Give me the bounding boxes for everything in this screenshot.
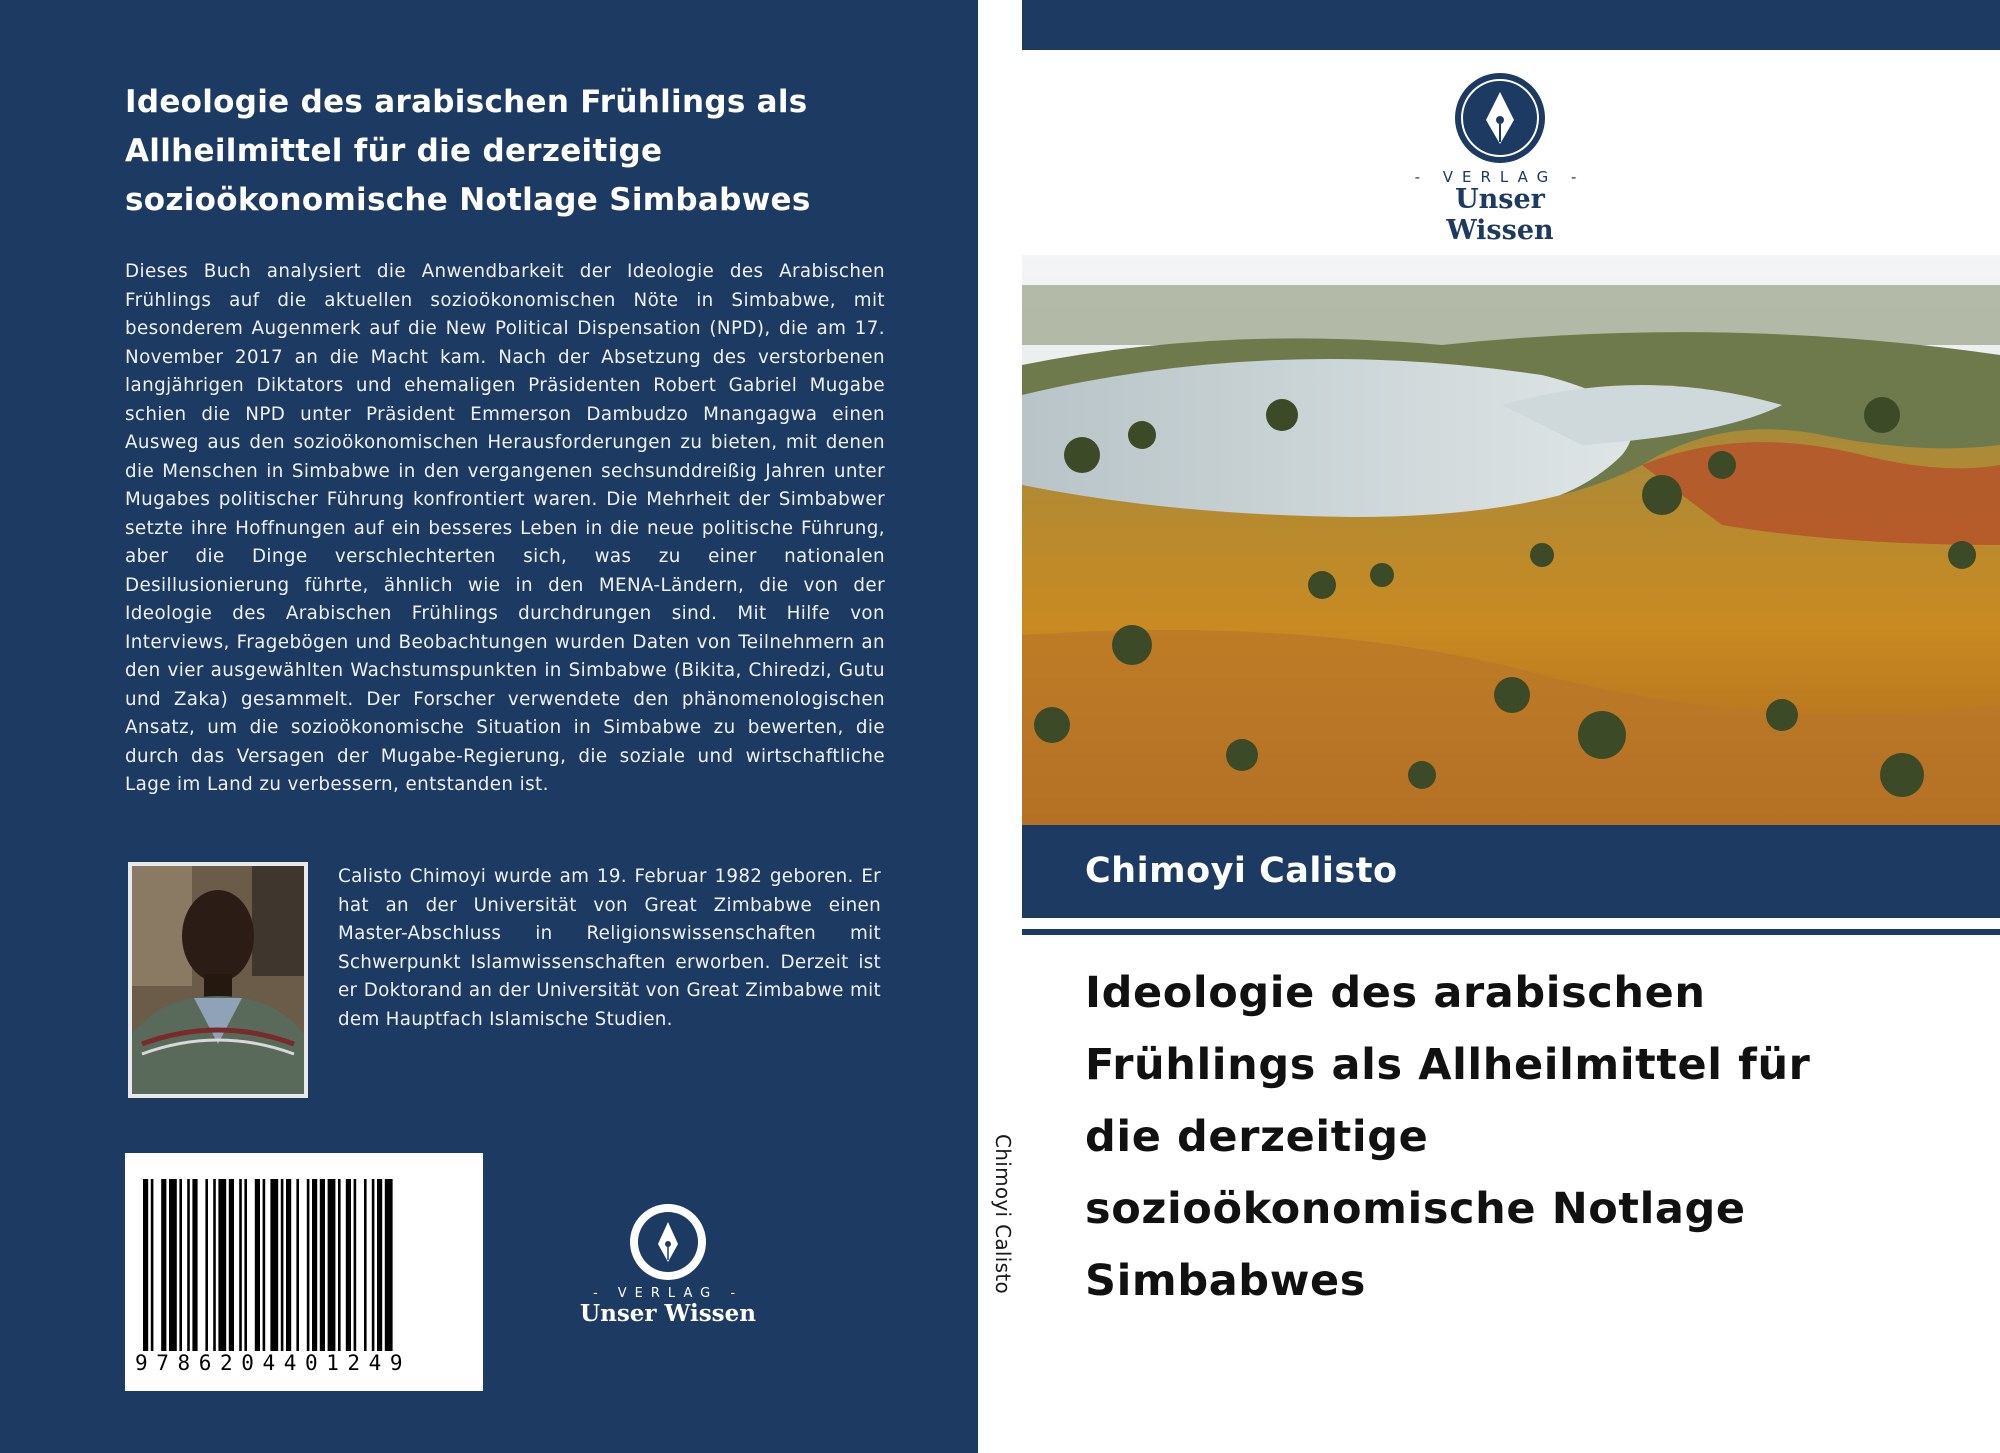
barcode-bar: [187, 1179, 190, 1351]
back-cover-title: Ideologie des arabischen Frühlings als Allheilmittel für die derzeitige sozioökonomische Notlage Simbabwes: [125, 84, 811, 218]
barcode-bar: [161, 1179, 166, 1351]
front-publisher-logo: [1400, 70, 1600, 246]
barcode-icon: [143, 1179, 465, 1351]
front-divider: [1022, 929, 2000, 935]
back-cover: [0, 0, 978, 1453]
spine-author: Chimoyi Calisto: [991, 1134, 1015, 1294]
barcode-bar: [192, 1179, 197, 1351]
back-publisher-logo: [568, 1198, 768, 1328]
barcode-bar: [354, 1179, 357, 1351]
barcode-bar: [328, 1179, 336, 1351]
barcode-bar: [244, 1179, 247, 1351]
barcode-bar: [338, 1179, 341, 1351]
barcode-bar: [372, 1179, 375, 1351]
front-author-band: [1022, 825, 2000, 918]
publisher-seal-icon: [568, 1198, 768, 1284]
barcode-bar: [169, 1179, 177, 1351]
barcode-bar: [218, 1179, 226, 1351]
front-author-name: Chimoyi Calisto: [1085, 851, 1398, 891]
barcode-bar: [263, 1179, 266, 1351]
author-bio: Calisto Chimoyi wurde am 19. Februar 1982 geboren. Er hat an der Universität von Great Zimbabwe einen Master-Abschluss in Religionswissenschaften mit Schwerpunkt Islamwissenschaften erworben. Derzeit ist er Doktorand an der Universität von Great Zimbabwe mit dem Hauptfach Islamische Studien.: [338, 866, 881, 1030]
barcode-bar: [377, 1179, 382, 1351]
fountain-pen-nib-icon: [1400, 70, 1600, 166]
barcode-bar: [312, 1179, 317, 1351]
barcode-bar: [286, 1179, 291, 1351]
barcode-bar: [229, 1179, 234, 1351]
back-publisher-name: Unser Wissen: [580, 1300, 756, 1327]
barcode-bar: [296, 1179, 299, 1351]
front-title-line: Frühlings als Allheilmittel für: [1085, 1040, 1811, 1090]
author-photo: [128, 862, 308, 1098]
front-top-bar: [1022, 0, 2000, 50]
barcode-bar: [151, 1179, 154, 1351]
barcode-bar: [281, 1179, 284, 1351]
author-portrait-icon: [132, 866, 304, 1094]
barcode-bar: [143, 1179, 148, 1351]
barcode-bar: [179, 1179, 182, 1351]
front-title-line: Ideologie des arabischen: [1085, 968, 1706, 1018]
barcode-bar: [385, 1179, 393, 1351]
landscape-image: [1022, 255, 2000, 825]
front-title-line: sozioökonomische Notlage: [1085, 1184, 1746, 1234]
barcode-bar: [205, 1179, 208, 1351]
front-publisher-name: Unser Wissen: [1446, 184, 1554, 246]
front-title-line: Simbabwes: [1085, 1256, 1366, 1306]
barcode-bar: [213, 1179, 216, 1351]
back-verlag-label: - VERLAG -: [592, 1286, 744, 1301]
isbn-digits: 9786204401249: [135, 1351, 412, 1375]
barcode-bar: [320, 1179, 325, 1351]
front-title-line: die derzeitige: [1085, 1112, 1429, 1162]
barcode-bar: [307, 1179, 310, 1351]
front-cover-title: [1085, 957, 1965, 1317]
back-cover-blurb: Dieses Buch analysiert die Anwendbarkeit der Ideologie des Arabischen Frühlings auf die aktuellen sozioökonomischen Nöte in Simbabwe, mit besonderem Augenmerk auf die New Political Dispensation (NPD), die am 17. November 2017 an die Macht kam. Nach der Absetzung des verstorbenen langjährigen Diktators und ehemaligen Präsidenten Robert Gabriel Mugabe schien die NPD unter Präsident Emmerson Dambudzo Mnangagwa einen Ausweg aus den sozioökonomischen Herausforderungen zu bieten, mit denen die Menschen in Simbabwe in den vergangenen sechsunddreißig Jahren unter Mugabes politischer Führung konfrontiert waren. Die Mehrheit der Simbabwer setzte ihre Hoffnungen auf ein besseres Leben in die neue politische Führung, aber die Dinge verschlechterten sich, was zu einer nationalen Desillusionierung führte, ähnlich wie in den MENA-Ländern, die von der Ideologie des Arabischen Frühlings durchdrungen sind. Mit Hilfe von Interviews, Fragebögen und Beobachtungen wurden Daten von Teilnehmern an den vier ausgewählten Wachstumspunkten in Simbabwe (Bikita, Chiredzi, Gutu und Zaka) gesammelt. Der Forscher verwendete den phänomenologischen Ansatz, um die sozioökonomische Situation in Simbabwe zu bewerten, die durch das Versagen der Mugabe-Regierung, die soziale und wirtschaftliche Lage im Land zu verbessern, entstanden ist.: [125, 261, 885, 795]
front-verlag-label: - VERLAG -: [1414, 168, 1586, 186]
barcode-bar: [270, 1179, 278, 1351]
isbn-barcode: [125, 1153, 483, 1391]
barcode-bar: [346, 1179, 351, 1351]
barcode-bar: [364, 1179, 367, 1351]
barcode-bar: [239, 1179, 242, 1351]
barcode-bar: [255, 1179, 260, 1351]
cover-landscape-photo: [1022, 255, 2000, 825]
